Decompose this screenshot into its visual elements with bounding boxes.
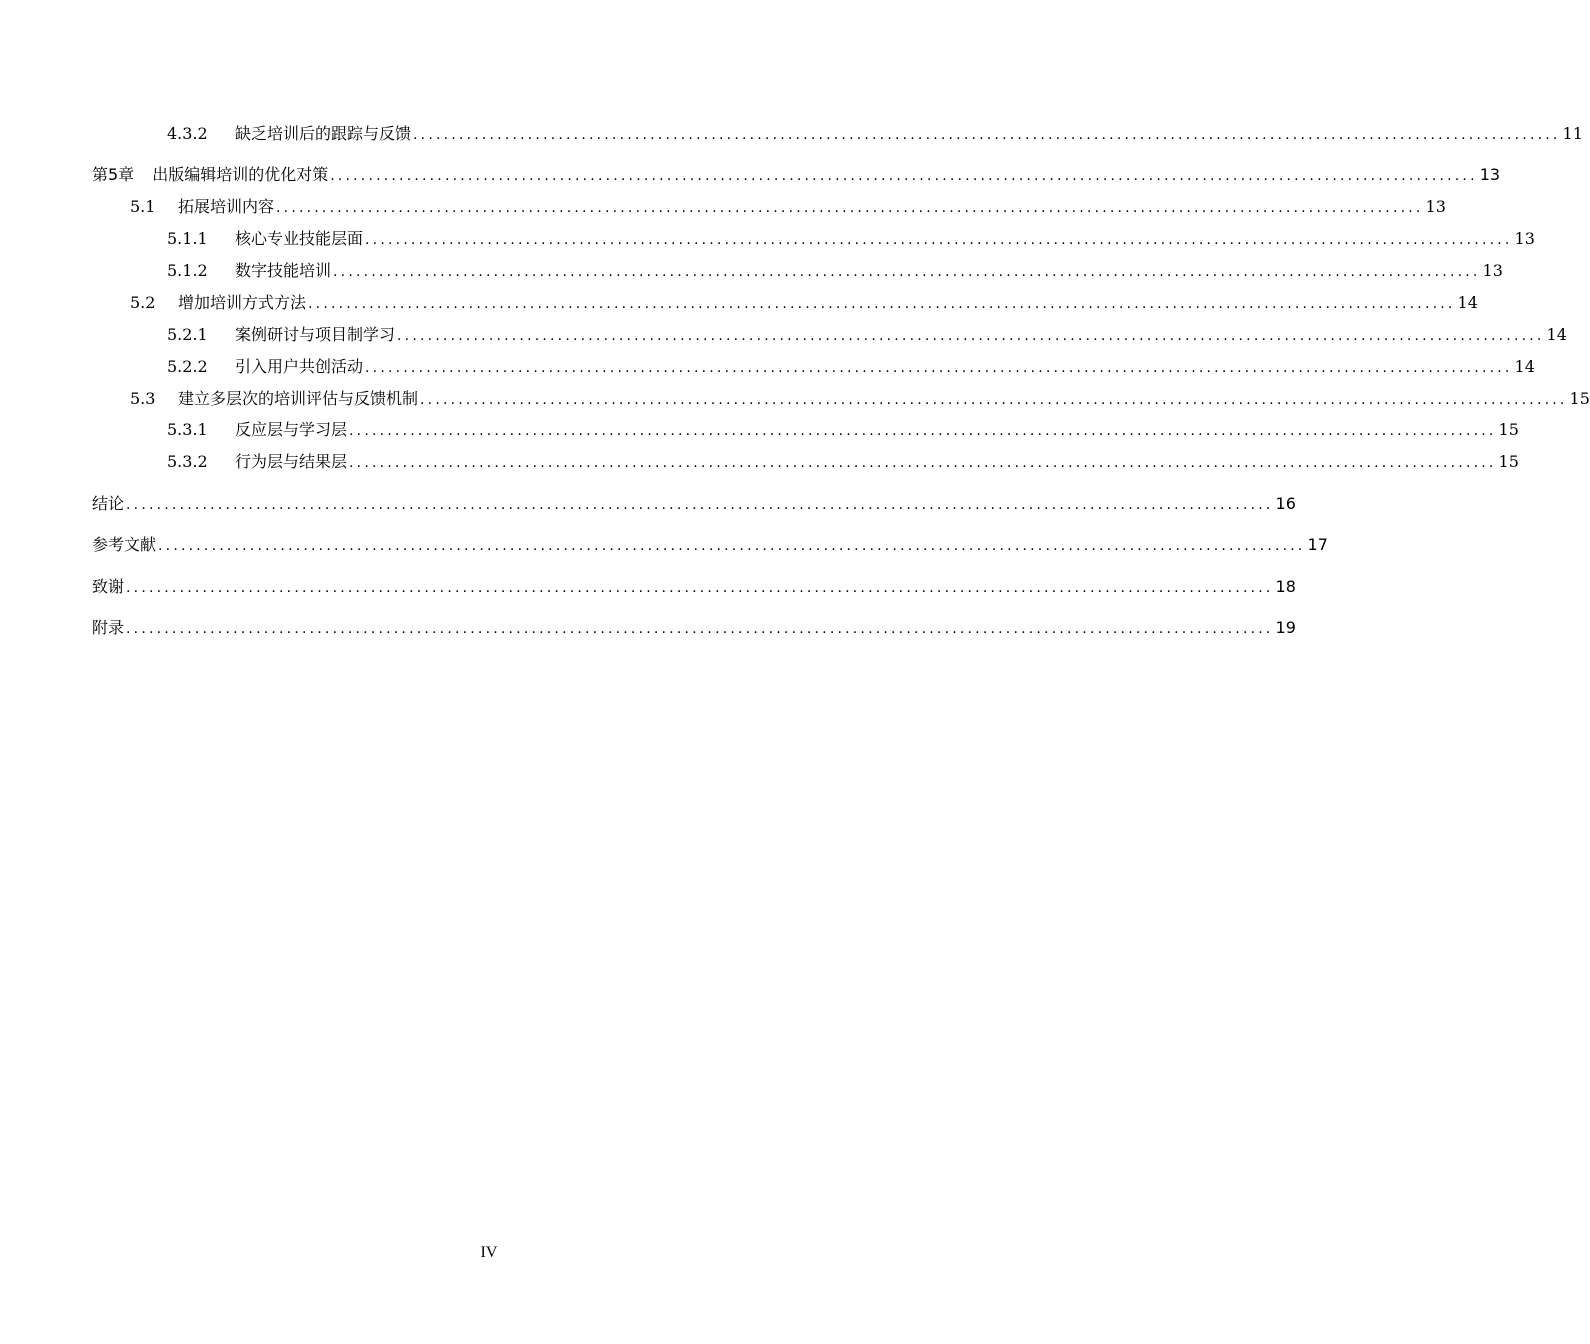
toc-entry-chapter[interactable]: [92, 574, 1296, 598]
toc-entry-page: 15: [1569, 389, 1590, 408]
toc-entry-number: 4.3.2: [167, 124, 208, 143]
toc-dot-leader: ......................................................................................................................................................: [308, 296, 1456, 312]
toc-entry-page: 16: [1275, 494, 1296, 513]
toc-entry[interactable]: [130, 386, 1590, 410]
toc-entry-number: 5.3.1: [167, 420, 208, 439]
toc-entry-title: 核心专业技能层面: [235, 229, 364, 248]
toc-entry-title: 增加培训方式方法: [178, 293, 307, 312]
toc-dot-leader: ......................................................................................................................................................: [349, 423, 1497, 439]
toc-entry-title: 参考文献: [92, 535, 157, 554]
toc-dot-leader: ......................................................................................................................................................: [420, 392, 1568, 408]
toc-entry-chapter[interactable]: [92, 615, 1296, 639]
toc-entry-title: 结论: [92, 494, 125, 513]
toc-entry[interactable]: [167, 417, 1519, 441]
toc-entry-page: 15: [1498, 452, 1519, 471]
toc-dot-leader: ......................................................................................................................................................: [397, 328, 1545, 344]
toc-dot-leader: ......................................................................................................................................................: [158, 538, 1306, 554]
toc-entry-number: 5.2.2: [167, 357, 208, 376]
toc-entry-page: 13: [1479, 165, 1501, 184]
toc-entry-number: 5.1.1: [167, 229, 208, 248]
toc-entry-number: 5.2: [130, 293, 156, 312]
toc-entry-title: 建立多层次的培训评估与反馈机制: [178, 389, 419, 408]
toc-entry-title: 出版编辑培训的优化对策: [152, 165, 329, 184]
toc-entry-chapter[interactable]: [92, 162, 1501, 186]
toc-entry-page: 14: [1546, 325, 1567, 344]
toc-entry-title: 数字技能培训: [235, 261, 332, 280]
toc-dot-leader: ......................................................................................................................................................: [126, 497, 1274, 513]
toc-entry[interactable]: [167, 258, 1503, 282]
toc-dot-leader: ......................................................................................................................................................: [126, 580, 1274, 596]
toc-entry[interactable]: [130, 194, 1446, 218]
toc-entry-title: 行为层与结果层: [235, 452, 348, 471]
toc-entry[interactable]: [167, 449, 1519, 473]
toc-entry-title: 缺乏培训后的跟踪与反馈: [235, 124, 412, 143]
toc-entry[interactable]: [167, 354, 1535, 378]
toc-dot-leader: ......................................................................................................................................................: [365, 360, 1513, 376]
toc-entry-page: 13: [1482, 261, 1503, 280]
toc-entry[interactable]: [167, 121, 1583, 145]
toc-entry[interactable]: [167, 322, 1567, 346]
toc-entry[interactable]: [130, 290, 1478, 314]
toc-entry-number: 5.2.1: [167, 325, 208, 344]
toc-entry-title: 拓展培训内容: [178, 197, 275, 216]
toc-entry-title: 案例研讨与项目制学习: [235, 325, 396, 344]
toc-entry-chapter[interactable]: [92, 491, 1296, 515]
toc-dot-leader: ......................................................................................................................................................: [126, 621, 1274, 637]
toc-dot-leader: ......................................................................................................................................................: [365, 232, 1513, 248]
toc-entry-page: 13: [1425, 197, 1446, 216]
toc-entry-title: 致谢: [92, 577, 125, 596]
toc-entry-number: 第5章: [92, 165, 135, 184]
toc-dot-leader: ......................................................................................................................................................: [413, 127, 1561, 143]
toc-dot-leader: ......................................................................................................................................................: [330, 168, 1478, 184]
page-footer: [0, 1244, 950, 1262]
toc-entry-chapter[interactable]: [92, 532, 1328, 556]
toc-dot-leader: ......................................................................................................................................................: [333, 264, 1481, 280]
toc-entry-page: 15: [1498, 420, 1519, 439]
toc-entry-number: 5.1.2: [167, 261, 208, 280]
toc-entry-title: 引入用户共创活动: [235, 357, 364, 376]
toc-entry-number: 5.3: [130, 389, 156, 408]
toc-dot-leader: ......................................................................................................................................................: [349, 455, 1497, 471]
toc-entry-number: 5.3.2: [167, 452, 208, 471]
toc-entry-page: 19: [1275, 618, 1296, 637]
toc-entry[interactable]: [167, 226, 1535, 250]
toc-entry-page: 11: [1562, 124, 1583, 143]
toc-entry-page: 14: [1457, 293, 1478, 312]
toc-dot-leader: ......................................................................................................................................................: [276, 200, 1424, 216]
toc-entry-page: 17: [1307, 535, 1328, 554]
toc-entry-number: 5.1: [130, 197, 156, 216]
toc-entry-page: 14: [1514, 357, 1535, 376]
toc-entry-title: 附录: [92, 618, 125, 637]
toc-entry-page: 18: [1275, 577, 1296, 596]
toc-entry-title: 反应层与学习层: [235, 420, 348, 439]
page-number: IV: [480, 1244, 498, 1261]
toc-entry-page: 13: [1514, 229, 1535, 248]
